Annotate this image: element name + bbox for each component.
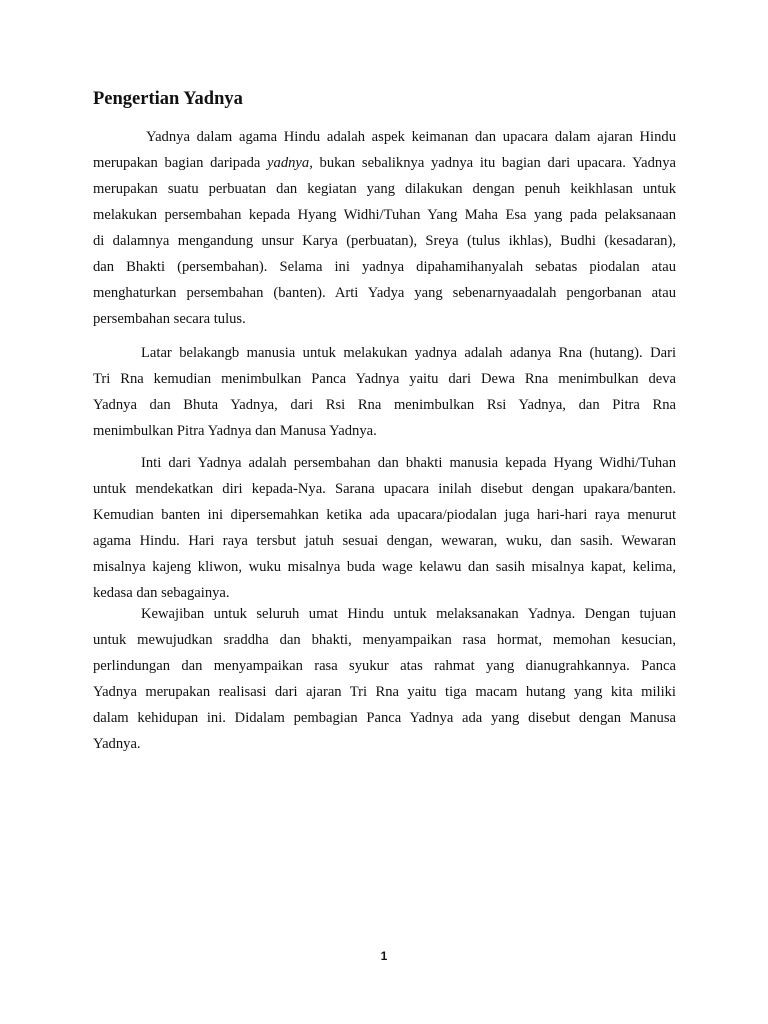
paragraph-3-line-3: Kemudian banten ini dipersemahkan ketika ada upacara/piodalan juga hari-hari raya menurut [93, 507, 676, 523]
paragraph-1-line-1: Yadnya dalam agama Hindu adalah aspek keimanan dan upacara dalam ajaran Hindu [146, 129, 676, 145]
paragraph-2-line-4: menimbulkan Pitra Yadnya dan Manusa Yadnya. [93, 423, 377, 439]
paragraph-4-line-2: untuk mewujudkan sraddha dan bhakti, menyampaikan rasa hormat, memohan kesucian, [93, 632, 676, 648]
paragraph-4-line-5: dalam kehidupan ini. Didalam pembagian Panca Yadnya ada yang disebut dengan Manusa [93, 710, 676, 726]
line-text-after-italic: bukan sebaliknya yadnya itu bagian dari upacara. Yadnya [312, 155, 676, 171]
paragraph-2-line-1: Latar belakangb manusia untuk melakukan yadnya adalah adanya Rna (hutang). Dari [141, 345, 676, 361]
document-title: Pengertian Yadnya [93, 89, 243, 109]
paragraph-3-line-6: kedasa dan sebagainya. [93, 585, 230, 601]
paragraph-3-line-4: agama Hindu. Hari raya tersbut jatuh sesuai dengan, wewaran, wuku, dan sasih. Wewaran [93, 533, 676, 549]
paragraph-4-line-3: perlindungan dan menyampaikan rasa syukur atas rahmat yang dianugrahkannya. Panca [93, 658, 676, 674]
line-text-before-italic: merupakan bagian daripada [93, 155, 268, 171]
paragraph-3-line-5: misalnya kajeng kliwon, wuku misalnya buda wage kelawu dan sasih misalnya kapat, kelima, [93, 559, 676, 575]
paragraph-1-line-5: di dalamnya mengandung unsur Karya (perbuatan), Sreya (tulus ikhlas), Budhi (kesadaran), [93, 233, 676, 249]
paragraph-1-line-4: melakukan persembahan kepada Hyang Widhi/Tuhan Yang Maha Esa yang pada pelaksanaan [93, 207, 676, 223]
paragraph-1-line-7: menghaturkan persembahan (banten). Arti Yadya yang sebenarnyaadalah pengorbanan atau [93, 285, 676, 301]
paragraph-4-line-1: Kewajiban untuk seluruh umat Hindu untuk melaksanakan Yadnya. Dengan tujuan [141, 606, 676, 622]
paragraph-1-line-6: dan Bhakti (persembahan). Selama ini yadnya dipahamihanyalah sebatas piodalan atau [93, 259, 676, 275]
paragraph-3-line-1: Inti dari Yadnya adalah persembahan dan bhakti manusia kepada Hyang Widhi/Tuhan [141, 455, 676, 471]
paragraph-4-line-4: Yadnya merupakan realisasi dari ajaran Tri Rna yaitu tiga macam hutang yang kita miliki [93, 684, 676, 700]
paragraph-1-line-2 [93, 153, 676, 173]
paragraph-4-line-6: Yadnya. [93, 736, 141, 752]
italic-term: yadnya, [267, 155, 313, 171]
page-number: 1 [380, 949, 388, 963]
paragraph-1-line-8: persembahan secara tulus. [93, 311, 246, 327]
paragraph-1-line-3: merupakan suatu perbuatan dan kegiatan yang dilakukan dengan penuh keikhlasan untuk [93, 181, 676, 197]
paragraph-2-line-3: Yadnya dan Bhuta Yadnya, dari Rsi Rna menimbulkan Rsi Yadnya, dan Pitra Rna [93, 397, 676, 413]
paragraph-3-line-2: untuk mendekatkan diri kepada-Nya. Sarana upacara inilah disebut dengan upakara/banten. [93, 481, 676, 497]
paragraph-2-line-2: Tri Rna kemudian menimbulkan Panca Yadnya yaitu dari Dewa Rna menimbulkan deva [93, 371, 676, 387]
